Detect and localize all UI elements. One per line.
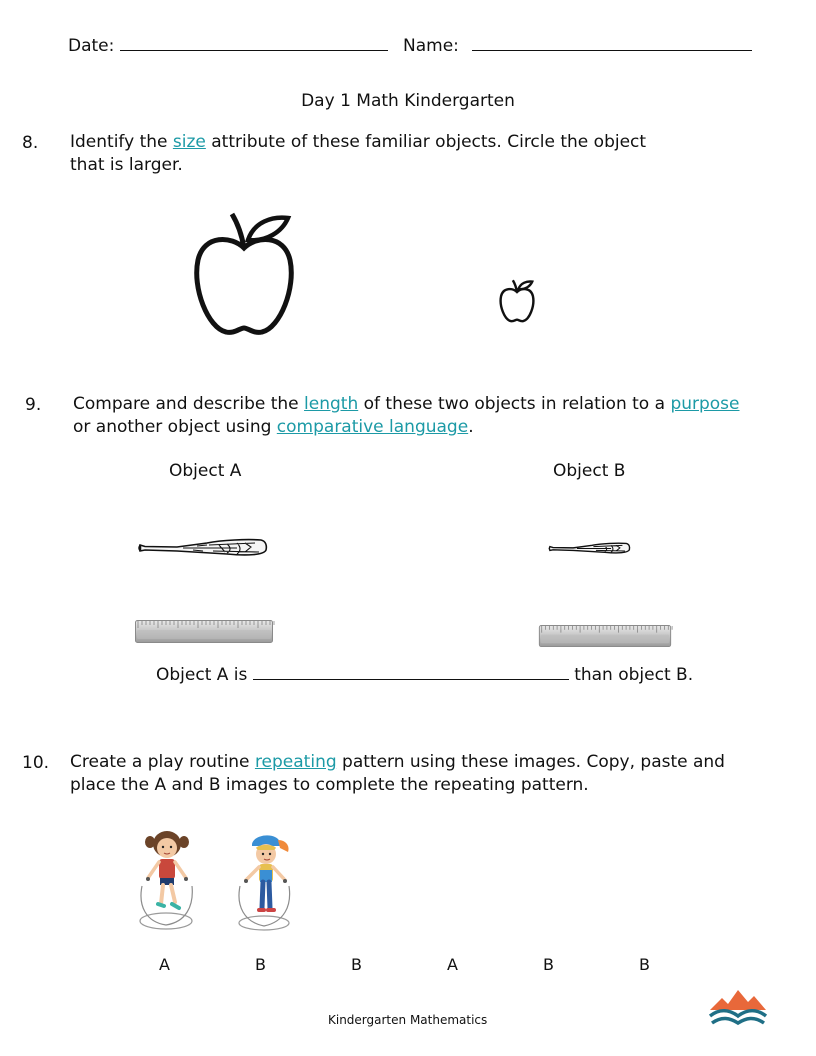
- q8-text-line2: that is larger.: [70, 155, 183, 175]
- large-apple-image[interactable]: [192, 210, 296, 338]
- boy-jump-rope-image[interactable]: [234, 830, 296, 932]
- pattern-item: B: [255, 955, 266, 974]
- pattern-item: B: [543, 955, 554, 974]
- ruler-b-image[interactable]: [536, 625, 674, 648]
- q10-text-after: pattern using these images. Copy, paste and: [336, 752, 725, 772]
- comparative-language-link[interactable]: comparative language: [276, 417, 469, 437]
- q8-text-before: Identify the: [70, 132, 173, 152]
- repeating-link[interactable]: repeating: [254, 752, 337, 772]
- q8-text-after: attribute of these familiar objects. Circle the object: [205, 132, 647, 152]
- object-a-label: Object A: [169, 461, 242, 481]
- date-field[interactable]: [68, 34, 388, 56]
- pattern-item: A: [159, 955, 170, 974]
- object-b-label: Object B: [553, 461, 626, 481]
- footer-text: Kindergarten Mathematics: [328, 1013, 488, 1027]
- comparison-answer-blank[interactable]: [253, 663, 569, 680]
- girl-jump-rope-image[interactable]: [136, 826, 200, 930]
- q9-text-before: Compare and describe the: [73, 394, 305, 414]
- question-8-text: [70, 131, 646, 177]
- question-9-text: [73, 393, 740, 439]
- name-field[interactable]: [403, 34, 752, 56]
- q10-text-line2: place the A and B images to complete the repeating pattern.: [70, 775, 589, 795]
- pattern-item: B: [351, 955, 362, 974]
- question-9-number: 9.: [25, 395, 42, 415]
- question-10-number: 10.: [22, 753, 50, 773]
- q9-text-line2-after: .: [468, 417, 474, 437]
- sentence-before: Object A is: [156, 665, 248, 685]
- ruler-a-image[interactable]: [135, 620, 273, 644]
- bat-b-image[interactable]: [548, 541, 630, 556]
- question-8-number: 8.: [22, 133, 39, 153]
- bat-a-image[interactable]: [137, 537, 267, 559]
- q9-text-line2-before: or another object using: [73, 417, 277, 437]
- name-label: Name:: [403, 36, 459, 56]
- q9-text-middle: of these two objects in relation to a: [358, 394, 671, 414]
- comparison-sentence: [156, 663, 693, 685]
- name-blank[interactable]: [472, 34, 752, 51]
- sentence-after: than object B.: [574, 665, 694, 685]
- purpose-link[interactable]: purpose: [670, 394, 740, 414]
- q10-text-before: Create a play routine: [70, 752, 255, 772]
- small-apple-image[interactable]: [499, 278, 535, 324]
- length-link[interactable]: length: [304, 394, 359, 414]
- publisher-logo: [708, 986, 768, 1028]
- size-link[interactable]: size: [172, 132, 206, 152]
- page-title: Day 1 Math Kindergarten: [301, 91, 515, 111]
- date-blank[interactable]: [120, 34, 388, 51]
- question-10-text: [70, 751, 725, 797]
- date-label: Date:: [68, 36, 115, 56]
- pattern-item: A: [447, 955, 458, 974]
- pattern-item: B: [639, 955, 650, 974]
